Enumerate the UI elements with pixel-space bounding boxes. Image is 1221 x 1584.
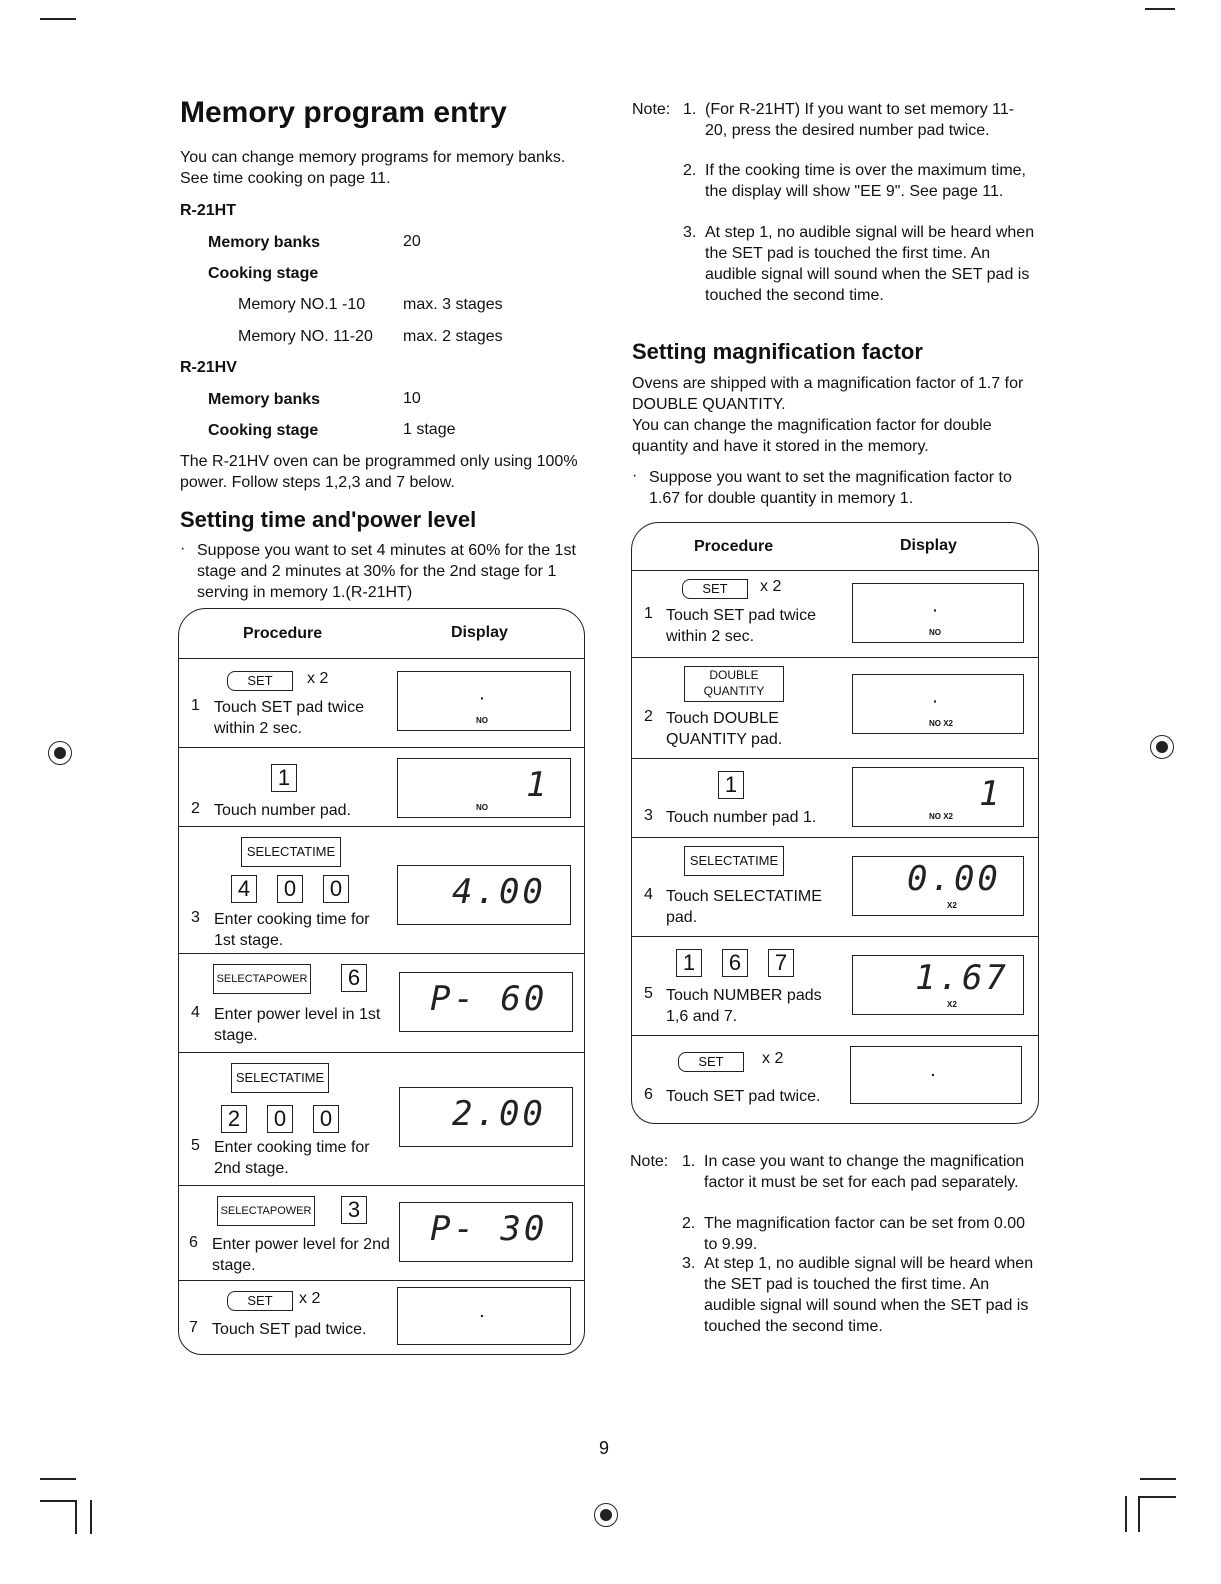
- number-key: 1: [676, 949, 702, 977]
- table-row: [179, 659, 584, 748]
- table-row: [632, 937, 1038, 1036]
- table-header: [632, 523, 1038, 571]
- step-number: 5: [191, 1137, 200, 1154]
- table-row: [179, 748, 584, 827]
- display-panel: [852, 955, 1024, 1015]
- number-key: 6: [341, 964, 367, 992]
- number-key: 0: [267, 1105, 293, 1133]
- number-key: 0: [323, 875, 349, 903]
- crop-mark: [1138, 1496, 1140, 1532]
- note-text: At step 1, no audible signal will be heard when the SET pad is touched the first time. An audible signal will sound when the SET pad is touched the second time.: [705, 224, 1035, 304]
- note-text: (For R-21HT) If you want to set memory 11-20, press the desired number pad twice.: [705, 101, 1015, 139]
- section-title: Setting time and'power level: [180, 507, 477, 532]
- model-label: R-21HT: [180, 202, 237, 219]
- magnification-intro: Ovens are shipped with a magnification factor of 1.7 for DOUBLE QUANTITY.: [632, 375, 1024, 413]
- number-key: 3: [341, 1196, 367, 1224]
- procedure-table: [178, 608, 585, 1355]
- registration-mark-icon: [48, 741, 72, 765]
- step-text: Touch SELECTATIME pad.: [666, 888, 822, 926]
- section-title: Setting magnification factor: [632, 339, 923, 364]
- crop-mark: [75, 1500, 77, 1534]
- step-text: Touch SET pad twice.: [666, 1088, 821, 1105]
- crop-mark: [1125, 1496, 1127, 1532]
- crop-mark: [1138, 1496, 1176, 1498]
- display-indicator: NO: [476, 803, 488, 812]
- display-panel: [397, 671, 571, 731]
- table-row: [179, 1053, 584, 1186]
- select-a-time-key: SELECTATIME: [684, 846, 784, 876]
- note-text: If the cooking time is over the maximum time, the display will show "EE 9". See page 11.: [705, 162, 1026, 200]
- step-number: 4: [191, 1004, 200, 1021]
- number-key: 0: [313, 1105, 339, 1133]
- display-indicator: NO X2: [929, 719, 954, 728]
- display-readout: 1: [979, 774, 1003, 814]
- step-number: 5: [644, 985, 653, 1002]
- bullet-marker: ·: [632, 467, 638, 484]
- crop-mark: [1145, 8, 1175, 10]
- page-number: 9: [599, 1438, 610, 1458]
- set-key: SET: [678, 1052, 744, 1072]
- display-indicator: NO X2: [929, 812, 954, 821]
- hv-note: The R-21HV oven can be programmed only using 100% power. Follow steps 1,2,3 and 7 below.: [180, 453, 578, 491]
- number-key: 1: [271, 764, 297, 792]
- display-readout: P- 60: [430, 979, 548, 1019]
- display-dot: .: [931, 1063, 935, 1079]
- times-two-label: x 2: [299, 1290, 321, 1307]
- magnification-intro: You can change the magnification factor for double quantity and have it stored in the memory.: [632, 417, 992, 455]
- step-text: Touch SET pad twice within 2 sec.: [666, 607, 817, 645]
- display-dot: .: [480, 1304, 484, 1320]
- crop-mark: [40, 1478, 76, 1480]
- note-label: Note:: [630, 1153, 669, 1170]
- set-key: SET: [682, 579, 748, 599]
- times-two-label: x 2: [760, 578, 782, 595]
- select-a-time-key: SELECTATIME: [231, 1063, 329, 1093]
- page-title: Memory program entry: [180, 96, 507, 129]
- registration-mark-icon: [594, 1503, 618, 1527]
- step-number: 2: [644, 708, 653, 725]
- table-header: [179, 609, 584, 659]
- display-readout: 1: [526, 765, 550, 805]
- step-number: 6: [189, 1234, 198, 1251]
- note-number: 1.: [683, 101, 697, 118]
- display-dot: ·: [933, 693, 938, 709]
- note-text: The magnification factor can be set from 0.00 to 9.99.: [704, 1215, 1026, 1253]
- registration-mark-icon: [1150, 735, 1174, 759]
- display-panel: [397, 1287, 571, 1345]
- double-quantity-key: DOUBLE QUANTITY: [684, 666, 784, 702]
- time-power-bullet: Suppose you want to set 4 minutes at 60% for the 1st stage and 2 minutes at 30% for the 2nd stage for 1 serving in memory 1.(R-21HT): [197, 542, 576, 601]
- step-number: 7: [189, 1319, 198, 1336]
- display-header: Display: [451, 624, 508, 641]
- display-panel: [852, 856, 1024, 916]
- step-text: Enter cooking time for 1st stage.: [214, 911, 370, 949]
- crop-mark: [40, 1500, 76, 1502]
- crop-mark: [40, 18, 76, 20]
- step-number: 6: [644, 1086, 653, 1103]
- number-key: 0: [277, 875, 303, 903]
- note-number: 3.: [683, 224, 697, 241]
- memory-intro: You can change memory programs for memory banks. See time cooking on page 11.: [180, 149, 566, 187]
- memory-banks-value: 20: [403, 233, 421, 250]
- display-panel: [852, 674, 1024, 734]
- display-indicator: NO: [476, 716, 488, 725]
- display-panel: [397, 758, 571, 818]
- cooking-stage-label: Cooking stage: [208, 265, 319, 282]
- magnification-bullet: Suppose you want to set the magnification factor to 1.67 for double quantity in memory 1.: [649, 469, 1012, 507]
- memory-banks-label: Memory banks: [208, 234, 321, 251]
- cooking-stage-value: 1 stage: [403, 421, 456, 438]
- memory-banks-value: 10: [403, 390, 421, 407]
- note-number: 1.: [682, 1153, 696, 1170]
- display-panel: [399, 1087, 573, 1147]
- display-readout: 1.67: [915, 958, 1009, 998]
- step-text: Enter cooking time for 2nd stage.: [214, 1139, 370, 1177]
- memory-banks-label: Memory banks: [208, 391, 321, 408]
- step-number: 3: [191, 909, 200, 926]
- note-text: At step 1, no audible signal will be heard when the SET pad is touched the first time. An audible signal will sound when the SET pad is touched the second time.: [704, 1255, 1034, 1335]
- display-panel: [397, 865, 571, 925]
- display-panel: [399, 1202, 573, 1262]
- bullet-marker: ·: [180, 540, 186, 557]
- crop-mark: [90, 1500, 92, 1534]
- step-number: 1: [191, 697, 200, 714]
- display-panel: [399, 972, 573, 1032]
- display-readout: 0.00: [907, 859, 1001, 899]
- display-indicator: X2: [947, 1000, 957, 1009]
- table-row: [179, 827, 584, 954]
- display-readout: 4.00: [452, 872, 546, 912]
- memory-range-value: max. 3 stages: [403, 296, 503, 313]
- step-number: 4: [644, 886, 653, 903]
- memory-range-label: Memory NO.1 -10: [238, 296, 366, 313]
- display-indicator: NO: [929, 628, 941, 637]
- display-panel: [850, 1046, 1022, 1104]
- display-readout: P- 30: [430, 1209, 548, 1249]
- memory-range-value: max. 2 stages: [403, 328, 503, 345]
- table-row: [632, 1036, 1038, 1122]
- table-row: [632, 759, 1038, 838]
- display-dot: ·: [933, 602, 938, 618]
- number-key: 1: [718, 771, 744, 799]
- procedure-header: Procedure: [243, 625, 323, 642]
- display-indicator: X2: [947, 901, 957, 910]
- select-a-power-key: SELECTAPOWER: [213, 964, 311, 994]
- procedure-table: [631, 522, 1039, 1124]
- step-number: 1: [644, 605, 653, 622]
- note-label: Note:: [632, 101, 671, 118]
- step-text: Touch SET pad twice.: [212, 1321, 367, 1338]
- table-row: [179, 954, 584, 1053]
- table-row: [632, 838, 1038, 937]
- cooking-stage-label: Cooking stage: [208, 422, 319, 439]
- note-number: 3.: [682, 1255, 696, 1272]
- memory-range-label: Memory NO. 11-20: [238, 328, 373, 345]
- times-two-label: x 2: [762, 1050, 784, 1067]
- number-key: 7: [768, 949, 794, 977]
- step-text: Enter power level for 2nd stage.: [212, 1236, 390, 1274]
- note-number: 2.: [682, 1215, 696, 1232]
- select-a-time-key: SELECTATIME: [241, 837, 341, 867]
- display-panel: [852, 767, 1024, 827]
- display-readout: 2.00: [452, 1094, 546, 1134]
- note-number: 2.: [683, 162, 697, 179]
- display-header: Display: [900, 537, 957, 554]
- crop-mark: [1140, 1478, 1176, 1480]
- procedure-header: Procedure: [694, 538, 774, 555]
- display-dot: ·: [480, 690, 485, 706]
- step-text: Touch number pad.: [214, 802, 351, 819]
- model-label: R-21HV: [180, 359, 237, 376]
- set-key: SET: [227, 1291, 293, 1311]
- table-row: [632, 658, 1038, 759]
- table-row: [179, 1186, 584, 1281]
- step-number: 2: [191, 800, 200, 817]
- select-a-power-key: SELECTAPOWER: [217, 1196, 315, 1226]
- set-key: SET: [227, 671, 293, 691]
- step-text: Touch SET pad twice within 2 sec.: [214, 699, 365, 737]
- times-two-label: x 2: [307, 670, 329, 687]
- step-text: Touch NUMBER pads 1,6 and 7.: [666, 987, 822, 1025]
- step-text: Touch number pad 1.: [666, 809, 817, 826]
- display-panel: [852, 583, 1024, 643]
- number-key: 6: [722, 949, 748, 977]
- number-key: 2: [221, 1105, 247, 1133]
- table-row: [632, 571, 1038, 658]
- step-text: Enter power level in 1st stage.: [214, 1006, 381, 1044]
- step-number: 3: [644, 807, 653, 824]
- step-text: Touch DOUBLE QUANTITY pad.: [666, 710, 783, 748]
- table-row: [179, 1281, 584, 1353]
- note-text: In case you want to change the magnification factor it must be set for each pad separately.: [704, 1153, 1025, 1191]
- number-key: 4: [231, 875, 257, 903]
